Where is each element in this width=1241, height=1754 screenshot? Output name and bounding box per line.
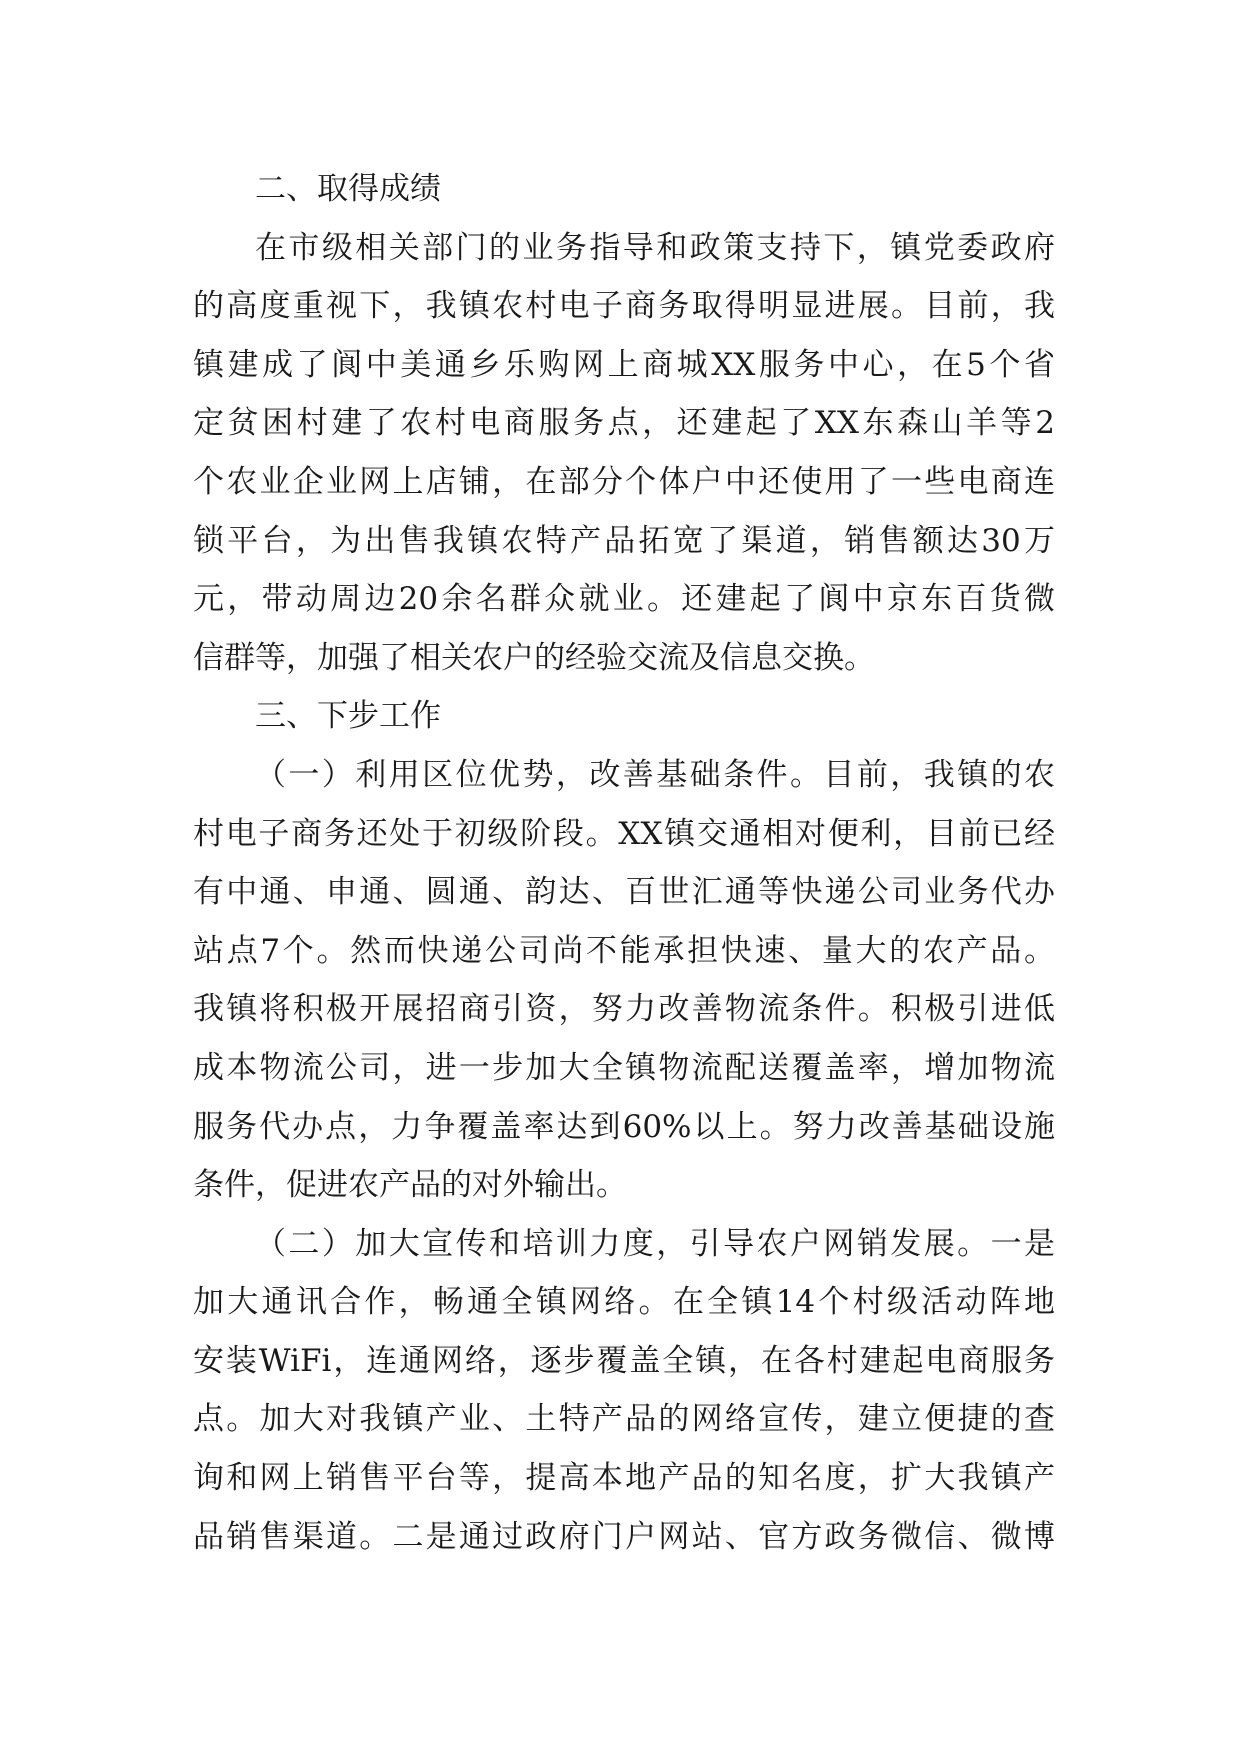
section-heading: 三、下步工作 <box>255 698 441 735</box>
paragraph-line: 元，带动周边20余名群众就业。还建起了阆中京东百货微 <box>193 581 1055 618</box>
paragraph-line: （一）利用区位优势，改善基础条件。目前，我镇的农 <box>255 756 1055 793</box>
document-body <box>193 160 1055 1566</box>
paragraph-line: 品销售渠道。二是通过政府门户网站、官方政务微信、微博 <box>193 1518 1055 1555</box>
paragraph-line: （二）加大宣传和培训力度，引导农户网销发展。一是 <box>255 1225 1055 1262</box>
paragraph-line: 有中通、申通、圆通、韵达、百世汇通等快递公司业务代办 <box>193 874 1055 911</box>
paragraph-line: 村电子商务还处于初级阶段。XX镇交通相对便利，目前已经 <box>193 815 1055 852</box>
paragraph-line: 成本物流公司，进一步加大全镇物流配送覆盖率，增加物流 <box>193 1049 1055 1086</box>
paragraph-line: 定贫困村建了农村电商服务点，还建起了XX东森山羊等2 <box>193 405 1055 442</box>
paragraph-line: 询和网上销售平台等，提高本地产品的知名度，扩大我镇产 <box>193 1460 1055 1497</box>
paragraph-line: 安装WiFi，连通网络，逐步覆盖全镇，在各村建起电商服务 <box>193 1342 1055 1379</box>
paragraph-line: 站点7个。然而快递公司尚不能承担快速、量大的农产品。 <box>193 932 1055 969</box>
paragraph-line: 条件，促进农产品的对外输出。 <box>193 1167 627 1204</box>
paragraph-line: 镇建成了阆中美通乡乐购网上商城XX服务中心，在5个省 <box>193 346 1055 383</box>
paragraph-line: 在市级相关部门的业务指导和政策支持下，镇党委政府 <box>255 229 1055 266</box>
paragraph-line: 个农业企业网上店铺，在部分个体户中还使用了一些电商连 <box>193 463 1055 500</box>
section-heading: 二、取得成绩 <box>255 171 441 207</box>
paragraph-line: 点。加大对我镇产业、土特产品的网络宣传，建立便捷的查 <box>193 1401 1055 1438</box>
paragraph-line: 我镇将积极开展招商引资，努力改善物流条件。积极引进低 <box>193 991 1055 1028</box>
paragraph-line: 加大通讯合作，畅通全镇网络。在全镇14个村级活动阵地 <box>193 1284 1055 1321</box>
paragraph-line: 锁平台，为出售我镇农特产品拓宽了渠道，销售额达30万 <box>193 522 1055 559</box>
paragraph-line: 服务代办点，力争覆盖率达到60%以上。努力改善基础设施 <box>193 1108 1055 1145</box>
paragraph-line: 的高度重视下，我镇农村电子商务取得明显进展。目前，我 <box>193 288 1055 325</box>
paragraph-line: 信群等，加强了相关农户的经验交流及信息交换。 <box>193 639 875 676</box>
